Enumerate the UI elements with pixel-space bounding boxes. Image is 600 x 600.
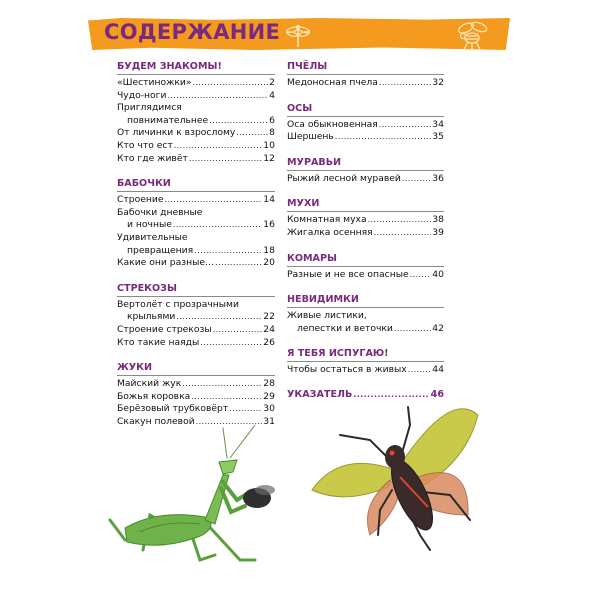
toc-section <box>287 293 444 335</box>
toc-item[interactable]: Строение стрекозы ..... 24 <box>117 324 275 337</box>
section-title: БАБОЧКИ <box>117 178 171 190</box>
section-title: КОМАРЫ <box>287 252 337 264</box>
toc-item[interactable]: Берёзовый трубковёрт ..... 30 <box>117 403 275 416</box>
toc-item[interactable]: Божья коровка ..... 29 <box>117 391 275 404</box>
toc-item[interactable]: Чтобы остаться в живых ..... 44 <box>287 364 444 377</box>
page-title: СОДЕРЖАНИЕ <box>104 20 281 44</box>
toc-item[interactable]: Кто что ест ..... 10 <box>117 140 275 153</box>
toc-section <box>287 102 444 144</box>
toc-item[interactable]: Какие они разные… ..... 20 <box>117 257 275 270</box>
toc-section <box>117 177 275 270</box>
toc-section <box>287 197 444 239</box>
toc-item[interactable]: Комнатная муха ..... 38 <box>287 214 444 227</box>
toc-item[interactable]: Вертолёт с прозрачными <box>117 298 239 310</box>
toc-item[interactable]: Скакун полевой ..... 31 <box>117 416 275 429</box>
toc-item[interactable]: Чудо-ноги ..... 4 <box>117 90 275 103</box>
section-title: МУХИ <box>287 198 320 210</box>
toc-item[interactable]: Кто где живёт ..... 12 <box>117 153 275 166</box>
toc-item[interactable]: Рыжий лесной муравей ..... 36 <box>287 173 444 186</box>
toc-left-column <box>117 60 275 440</box>
section-title: БУДЕМ ЗНАКОМЫ! <box>117 61 222 72</box>
section-title: СТРЕКОЗЫ <box>117 282 177 294</box>
section-title: ОСЫ <box>287 102 313 114</box>
dragonfly-icon <box>286 22 310 48</box>
toc-item[interactable]: Оса обыкновенная ..... 34 <box>287 119 444 132</box>
toc-item[interactable]: От личинки к взрослому ..... 8 <box>117 127 275 140</box>
section-title: Я ТЕБЯ ИСПУГАЮ! <box>287 348 389 360</box>
toc-item-continued[interactable]: лепестки и веточки ..... 42 <box>287 323 444 336</box>
grasshopper-illustration <box>300 395 490 555</box>
toc-section <box>287 60 444 90</box>
toc-item[interactable]: Шершень ..... 35 <box>287 131 444 144</box>
section-title: УКАЗАТЕЛЬ <box>287 388 353 400</box>
toc-item-continued[interactable]: превращения ..... 18 <box>117 245 275 258</box>
toc-item-continued[interactable]: и ночные ..... 16 <box>117 219 275 232</box>
toc-item[interactable]: Кто такие наяды ..... 26 <box>117 337 275 350</box>
toc-item[interactable]: Разные и не все опасные ..... 40 <box>287 269 444 282</box>
section-title: НЕВИДИМКИ <box>287 294 359 306</box>
index-page: 46 <box>430 388 444 400</box>
toc-item[interactable]: «Шестиножки» ..... 2 <box>117 77 275 90</box>
toc-section <box>117 60 275 165</box>
toc-item[interactable]: Удивительные <box>117 231 188 243</box>
toc-section <box>287 156 444 186</box>
section-title: ПЧЁЛЫ <box>287 61 328 72</box>
toc-item[interactable]: Строение ..... 14 <box>117 194 275 207</box>
mantis-illustration <box>105 420 285 570</box>
toc-item[interactable]: Жигалка осенняя ..... 39 <box>287 227 444 240</box>
toc-section <box>287 347 444 377</box>
toc-item[interactable]: Приглядимся <box>117 102 182 114</box>
toc-section <box>287 252 444 282</box>
toc-item-continued[interactable]: повнимательнее ..... 6 <box>117 115 275 128</box>
toc-item[interactable]: Живые листики, <box>287 310 367 322</box>
toc-item-continued[interactable]: крыльями ..... 22 <box>117 311 275 324</box>
bee-icon <box>452 18 492 52</box>
toc-item[interactable]: Майский жук ..... 28 <box>117 378 275 391</box>
toc-section <box>117 282 275 349</box>
section-title: ЖУКИ <box>117 362 153 374</box>
section-title: МУРАВЬИ <box>287 156 342 168</box>
toc-right-column <box>287 60 444 414</box>
toc-item[interactable]: Медоносная пчела ..... 32 <box>287 77 444 90</box>
toc-item[interactable]: Бабочки дневные <box>117 206 203 218</box>
toc-section <box>117 361 275 428</box>
